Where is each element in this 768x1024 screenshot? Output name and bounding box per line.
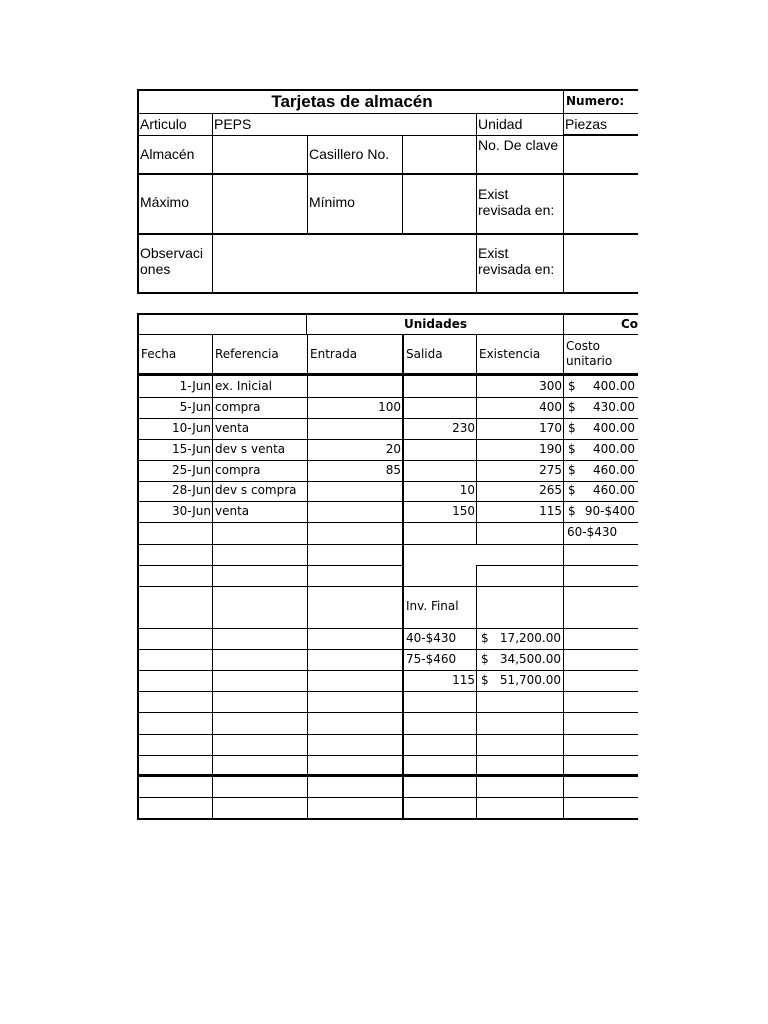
group-unidades: Unidades	[306, 313, 564, 335]
cell-referencia[interactable]	[212, 713, 308, 735]
cell-salida[interactable]	[402, 755, 477, 777]
exist-revisada-value-2[interactable]	[563, 233, 638, 294]
cell-entrada[interactable]	[307, 776, 403, 798]
cell-costo[interactable]	[563, 776, 638, 798]
cell-referencia[interactable]	[212, 798, 308, 820]
cell-costo[interactable]: 60-$430	[563, 522, 638, 545]
almacen-value[interactable]	[212, 135, 308, 175]
cell-referencia[interactable]	[212, 586, 308, 629]
cell-salida[interactable]	[402, 798, 477, 820]
articulo-value[interactable]: PEPS	[212, 113, 477, 136]
currency-symbol: $	[568, 504, 576, 518]
cell-fecha[interactable]	[137, 586, 213, 629]
currency-symbol: $	[481, 652, 489, 666]
currency-symbol: $	[568, 463, 576, 477]
cell-fecha[interactable]	[137, 565, 213, 587]
casillero-label: Casillero No.	[307, 135, 403, 175]
cell-existencia[interactable]: 170	[476, 418, 564, 440]
inv-value: 51,700.00	[499, 673, 561, 687]
cell-fecha[interactable]	[137, 734, 213, 756]
cell-entrada[interactable]	[307, 522, 403, 545]
currency-symbol: $	[568, 400, 576, 414]
group-costo: Co	[563, 313, 638, 335]
cell-referencia[interactable]	[212, 522, 308, 545]
numero-label: Numero:	[563, 89, 638, 114]
cell-referencia[interactable]: venta	[212, 501, 308, 523]
currency-symbol: $	[481, 631, 489, 645]
col-header-costo-unitario: Costo unitario	[563, 334, 638, 376]
costo-value: 90-$400	[584, 504, 635, 518]
inv-salida[interactable]: 75-$460	[402, 649, 477, 671]
currency-symbol: $	[481, 673, 489, 687]
cell-salida[interactable]	[402, 734, 477, 756]
cell-referencia[interactable]	[212, 628, 308, 650]
cell-salida[interactable]	[402, 565, 477, 587]
cell-entrada[interactable]	[307, 628, 403, 650]
minimo-value[interactable]	[402, 173, 477, 235]
cell-entrada[interactable]: 100	[307, 397, 403, 419]
cell-salida[interactable]	[402, 460, 477, 482]
cell-costo[interactable]	[563, 649, 638, 671]
cell-salida[interactable]: 150	[402, 501, 477, 523]
almacen-label: Almacén	[137, 135, 213, 175]
cell-fecha[interactable]: 28-Jun	[137, 481, 213, 502]
currency-symbol: $	[568, 421, 576, 435]
cell-referencia[interactable]	[212, 544, 308, 566]
cell-salida[interactable]	[402, 376, 477, 398]
cell-costo[interactable]	[563, 376, 638, 398]
no-clave-value[interactable]	[563, 135, 638, 175]
cell-existencia[interactable]	[476, 755, 564, 777]
cell-costo[interactable]	[563, 691, 638, 713]
col-header-entrada: Entrada	[307, 334, 403, 376]
cell-costo[interactable]	[563, 734, 638, 756]
costo-value: 400.00	[593, 442, 635, 456]
cell-costo[interactable]	[563, 565, 638, 587]
cell-salida[interactable]	[402, 397, 477, 419]
cell-existencia[interactable]	[476, 522, 564, 545]
inv-final-label: Inv. Final	[402, 586, 477, 629]
cell-salida[interactable]	[402, 544, 477, 566]
col-header-referencia: Referencia	[212, 334, 308, 376]
cell-entrada[interactable]	[307, 798, 403, 820]
cell-costo[interactable]	[563, 418, 638, 440]
cell-entrada[interactable]	[307, 565, 403, 587]
cell-fecha[interactable]	[137, 628, 213, 650]
cell-existencia[interactable]	[476, 734, 564, 756]
cell-fecha[interactable]	[137, 544, 213, 566]
cell-entrada[interactable]	[307, 501, 403, 523]
cell-salida[interactable]: 10	[402, 481, 477, 502]
observaciones-label: Observaci ones	[137, 233, 213, 294]
col-header-fecha: Fecha	[137, 334, 213, 376]
costo-value: 460.00	[593, 463, 635, 477]
cell-referencia[interactable]	[212, 755, 308, 777]
cell-costo[interactable]	[563, 481, 638, 502]
cell-costo[interactable]	[563, 628, 638, 650]
cell-entrada[interactable]	[307, 670, 403, 692]
cell-salida[interactable]	[402, 691, 477, 713]
maximo-value[interactable]	[212, 173, 308, 235]
cell-existencia[interactable]: 275	[476, 460, 564, 482]
cell-existencia[interactable]	[476, 691, 564, 713]
cell-existencia[interactable]	[476, 713, 564, 735]
cell-referencia[interactable]	[212, 734, 308, 756]
cell-fecha[interactable]	[137, 670, 213, 692]
cell-costo[interactable]	[563, 586, 638, 629]
exist-revisada-label-1: Exist revisada en:	[476, 173, 564, 235]
minimo-label: Mínimo	[307, 173, 403, 235]
cell-existencia[interactable]: 300	[476, 376, 564, 398]
costo-value: 430.00	[593, 400, 635, 414]
maximo-label: Máximo	[137, 173, 213, 235]
cell-costo[interactable]	[563, 670, 638, 692]
unidad-label: Unidad	[476, 113, 564, 136]
cell-entrada[interactable]	[307, 544, 403, 566]
col-header-salida: Salida	[402, 334, 477, 376]
cell-costo[interactable]	[563, 460, 638, 482]
costo-value: 460.00	[593, 483, 635, 497]
exist-revisada-label-2: Exist revisada en:	[476, 233, 564, 294]
cell-fecha[interactable]: 10-Jun	[137, 418, 213, 440]
inv-value: 17,200.00	[499, 631, 561, 645]
cell-referencia[interactable]: compra	[212, 460, 308, 482]
cell-entrada[interactable]: 85	[307, 460, 403, 482]
cell-existencia[interactable]: 400	[476, 397, 564, 419]
cell-entrada[interactable]	[307, 649, 403, 671]
cell-existencia[interactable]	[476, 798, 564, 820]
cell-fecha[interactable]: 5-Jun	[137, 397, 213, 419]
currency-symbol: $	[568, 483, 576, 497]
cell-referencia[interactable]	[212, 776, 308, 798]
cell-entrada[interactable]	[307, 691, 403, 713]
observaciones-value[interactable]	[212, 233, 477, 294]
cell-existencia[interactable]: 190	[476, 439, 564, 461]
form-title: Tarjetas de almacén	[137, 89, 564, 114]
cell-salida[interactable]: 230	[402, 418, 477, 440]
inv-existencia[interactable]	[476, 649, 564, 671]
cell-fecha[interactable]: 25-Jun	[137, 460, 213, 482]
cell-referencia[interactable]: venta	[212, 418, 308, 440]
cell-entrada[interactable]	[307, 713, 403, 735]
cell-costo[interactable]	[563, 755, 638, 777]
inv-salida[interactable]: 115	[402, 670, 477, 692]
cell-salida[interactable]	[402, 522, 477, 545]
cell-costo[interactable]	[563, 501, 638, 523]
cell-fecha[interactable]	[137, 713, 213, 735]
cell-entrada[interactable]	[307, 376, 403, 398]
cell-fecha[interactable]	[137, 798, 213, 820]
unidad-value[interactable]: Piezas	[563, 113, 638, 136]
cell-referencia[interactable]	[212, 565, 308, 587]
cell-fecha[interactable]	[137, 649, 213, 671]
cell-fecha[interactable]	[137, 691, 213, 713]
cell-referencia[interactable]: dev s venta	[212, 439, 308, 461]
cell-salida[interactable]	[402, 713, 477, 735]
no-clave-label: No. De clave	[476, 135, 564, 175]
exist-revisada-value-1[interactable]	[563, 173, 638, 235]
group-blank	[137, 313, 307, 335]
cell-costo[interactable]	[563, 798, 638, 820]
cell-existencia[interactable]	[476, 565, 564, 587]
cell-costo[interactable]	[563, 713, 638, 735]
cell-entrada[interactable]	[307, 755, 403, 777]
cell-referencia[interactable]: ex. Inicial	[212, 376, 308, 398]
cell-salida[interactable]	[402, 776, 477, 798]
articulo-label: Articulo	[137, 113, 213, 136]
cell-costo[interactable]	[563, 397, 638, 419]
cell-existencia[interactable]	[476, 544, 564, 566]
costo-value: 400.00	[593, 421, 635, 435]
cell-fecha[interactable]: 1-Jun	[137, 376, 213, 398]
cell-fecha[interactable]	[137, 522, 213, 545]
cell-fecha[interactable]: 15-Jun	[137, 439, 213, 461]
cell-referencia[interactable]: compra	[212, 397, 308, 419]
cell-fecha[interactable]	[137, 755, 213, 777]
cell-salida[interactable]	[402, 439, 477, 461]
inv-salida[interactable]: 40-$430	[402, 628, 477, 650]
cell-fecha[interactable]: 30-Jun	[137, 501, 213, 523]
casillero-value[interactable]	[402, 135, 477, 175]
cell-existencia[interactable]	[476, 586, 564, 629]
cell-entrada[interactable]: 20	[307, 439, 403, 461]
currency-symbol: $	[568, 442, 576, 456]
cell-entrada[interactable]	[307, 586, 403, 629]
cell-referencia[interactable]	[212, 670, 308, 692]
cell-entrada[interactable]	[307, 418, 403, 440]
inv-existencia[interactable]	[476, 670, 564, 692]
cell-fecha[interactable]	[137, 776, 213, 798]
cell-referencia[interactable]	[212, 691, 308, 713]
cell-entrada[interactable]	[307, 481, 403, 502]
col-header-existencia: Existencia	[476, 334, 564, 376]
cell-existencia[interactable]: 265	[476, 481, 564, 502]
cell-costo[interactable]	[563, 544, 638, 566]
cell-existencia[interactable]	[476, 776, 564, 798]
cell-entrada[interactable]	[307, 734, 403, 756]
inv-value: 34,500.00	[499, 652, 561, 666]
cell-referencia[interactable]	[212, 649, 308, 671]
cell-referencia[interactable]: dev s compra	[212, 481, 308, 502]
cell-existencia[interactable]: 115	[476, 501, 564, 523]
currency-symbol: $	[568, 379, 576, 393]
inv-existencia[interactable]	[476, 628, 564, 650]
costo-value: 400.00	[593, 379, 635, 393]
cell-costo[interactable]	[563, 439, 638, 461]
